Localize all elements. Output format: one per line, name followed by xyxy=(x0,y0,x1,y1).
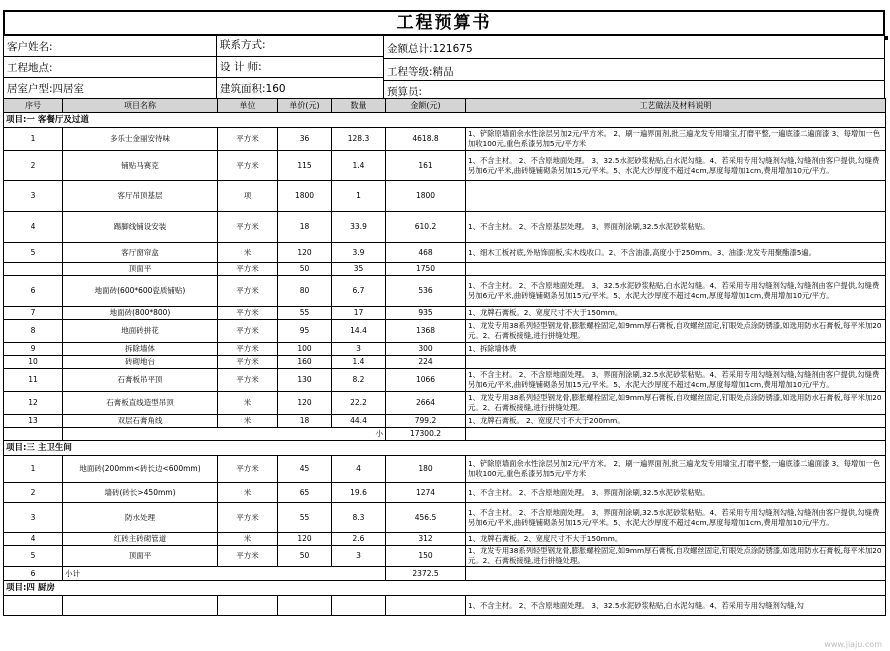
row-qty[interactable]: 4 xyxy=(332,456,386,483)
row-qty[interactable]: 1.4 xyxy=(332,151,386,181)
row-desc[interactable]: 1、龙牌石膏板。 2、宽度尺寸不大于200mm。 xyxy=(466,415,886,428)
info-row-line-2c xyxy=(383,80,884,81)
total-amount-label[interactable]: 金额总计:121675 xyxy=(387,43,473,55)
row-amount[interactable]: 312 xyxy=(386,533,466,546)
row-name[interactable]: 双层石膏角线 xyxy=(63,415,218,428)
row-qty[interactable]: 8.2 xyxy=(332,369,386,392)
row-unit[interactable]: 米 xyxy=(218,392,278,415)
subtotal-amount[interactable]: 2372.5 xyxy=(386,567,466,581)
row-price[interactable]: 45 xyxy=(278,456,332,483)
row-qty[interactable]: 2.6 xyxy=(332,533,386,546)
row-unit[interactable]: 平方米 xyxy=(218,356,278,369)
row-name[interactable]: 红砖主砖砌管道 xyxy=(63,533,218,546)
row-amount[interactable]: 4618.8 xyxy=(386,128,466,151)
row-name[interactable]: 地面砖(600*600瓷质铺贴) xyxy=(63,276,218,307)
subtotal-no[interactable]: 6 xyxy=(4,567,63,581)
section-title[interactable]: 项目:三 主卫生间 xyxy=(4,441,886,456)
row-no[interactable]: 7 xyxy=(4,307,63,320)
row-unit[interactable]: 平方米 xyxy=(218,546,278,567)
subtotal-label[interactable]: 小 xyxy=(63,428,386,441)
row-no[interactable]: 12 xyxy=(4,392,63,415)
row-unit[interactable]: 米 xyxy=(218,415,278,428)
row-price[interactable]: 18 xyxy=(278,212,332,243)
row-amount[interactable]: 610.2 xyxy=(386,212,466,243)
row-unit[interactable]: 平方米 xyxy=(218,503,278,533)
row-price[interactable]: 100 xyxy=(278,343,332,356)
row-qty[interactable]: 8.3 xyxy=(332,503,386,533)
row-unit[interactable]: 米 xyxy=(218,243,278,263)
table-row xyxy=(4,181,886,212)
row-qty[interactable]: 3 xyxy=(332,546,386,567)
row-price[interactable] xyxy=(278,596,332,616)
row-desc[interactable]: 1、龙牌石膏板。2、宽度尺寸不大于150mm。 xyxy=(466,307,886,320)
row-desc[interactable]: 1、铲除原墙面余水性涂层另加2元/平方米。 2、刷一遍界面剂,批三遍龙发专用墙宝,打磨平整,一遍底漆二遍面漆 3、每增加一色加收100元,重色系漆另加5元/平方米 xyxy=(466,456,886,483)
table-row xyxy=(4,320,886,343)
row-qty[interactable]: 44.4 xyxy=(332,415,386,428)
row-price[interactable]: 130 xyxy=(278,369,332,392)
row-amount[interactable]: 1750 xyxy=(386,263,466,276)
row-no[interactable]: 4 xyxy=(4,533,63,546)
row-amount[interactable]: 456.5 xyxy=(386,503,466,533)
row-price[interactable]: 160 xyxy=(278,356,332,369)
row-name[interactable]: 客厅吊顶基层 xyxy=(63,181,218,212)
row-desc[interactable]: 1、龙发专用38系列轻型钢龙骨,膨胀螺栓固定,如9mm厚石膏板,自攻螺丝固定,钉眼处点涂防锈漆,如选用防水石膏板,每平米加20元。2、石膏板接缝,进行拼缝处理。 xyxy=(466,392,886,415)
subtotal-label[interactable]: 小计 xyxy=(63,567,386,581)
row-no[interactable] xyxy=(4,263,63,276)
section-header xyxy=(4,113,886,128)
row-price[interactable]: 1800 xyxy=(278,181,332,212)
subtotal-desc[interactable] xyxy=(466,428,886,441)
table-row xyxy=(4,356,886,369)
row-no[interactable]: 2 xyxy=(4,151,63,181)
row-price[interactable]: 65 xyxy=(278,483,332,503)
row-no[interactable]: 1 xyxy=(4,456,63,483)
row-desc[interactable]: 1、不含主材。 2、不含原地面处理。 3、32.5水泥砂浆粘贴,白水泥勾缝。4、若采用专用勾缝剂勾缝,勾 xyxy=(466,596,886,616)
row-name[interactable]: 地面砖(800*800) xyxy=(63,307,218,320)
section-header xyxy=(4,581,886,596)
row-price[interactable]: 120 xyxy=(278,392,332,415)
table-row xyxy=(4,263,886,276)
row-name[interactable]: 顶面平 xyxy=(63,263,218,276)
layout-label[interactable]: 居室户型:四居室 xyxy=(7,83,85,95)
info-divider-2 xyxy=(383,36,384,98)
row-desc[interactable]: 1、不含主材。 2、不含原基层处理。 3、界面剂涂刷,32.5水泥砂浆粘贴。 xyxy=(466,212,886,243)
row-unit[interactable] xyxy=(218,596,278,616)
row-no[interactable] xyxy=(4,596,63,616)
watermark: www.jiaju.com xyxy=(824,640,882,649)
row-qty[interactable]: 17 xyxy=(332,307,386,320)
row-desc[interactable]: 1、细木工板衬底,外贴饰面板,实木线收口。2、不含油漆,高度小于250mm。3、油漆:龙发专用聚酯漆5遍。 xyxy=(466,243,886,263)
row-unit[interactable]: 项 xyxy=(218,181,278,212)
row-price[interactable]: 120 xyxy=(278,533,332,546)
col-header-qty: 数量 xyxy=(332,99,386,113)
row-qty[interactable]: 3 xyxy=(332,343,386,356)
table-row xyxy=(4,596,886,616)
contact-label[interactable]: 联系方式: xyxy=(220,39,266,51)
row-no[interactable]: 2 xyxy=(4,483,63,503)
row-no[interactable]: 1 xyxy=(4,128,63,151)
table-row xyxy=(4,369,886,392)
row-desc[interactable]: 1、龙发专用38系列轻型钢龙骨,膨胀螺栓固定,如9mm厚石膏板,自攻螺丝固定,钉眼处点涂防锈漆,如选用防水石膏板,每平米加20元。2、石膏板接缝,进行拼缝处理。 xyxy=(466,546,886,567)
row-no[interactable]: 5 xyxy=(4,546,63,567)
row-price[interactable]: 50 xyxy=(278,263,332,276)
row-amount[interactable]: 2664 xyxy=(386,392,466,415)
info-row-line-1b xyxy=(216,56,383,57)
row-qty[interactable]: 6.7 xyxy=(332,276,386,307)
row-amount[interactable]: 1368 xyxy=(386,320,466,343)
row-name[interactable]: 防水处理 xyxy=(63,503,218,533)
table-row xyxy=(4,392,886,415)
row-desc[interactable]: 1、不含主材。 2、不含原地面处理。 3、32.5水泥砂浆粘贴,白水泥勾缝。4、若采用专用勾缝剂勾缝,勾缝剂由客户提供,勾缝费另加6元/平米,曲砖缝铺砌条另加15元/平米。5、水泥大沙厚度不超过4cm,厚度每增加1cm,费用增加10元/平方。 xyxy=(466,276,886,307)
row-qty[interactable]: 3.9 xyxy=(332,243,386,263)
row-no[interactable]: 5 xyxy=(4,243,63,263)
row-no[interactable]: 11 xyxy=(4,369,63,392)
subtotal-amount[interactable]: 17300.2 xyxy=(386,428,466,441)
subtotal-row xyxy=(4,567,886,581)
row-unit[interactable]: 平方米 xyxy=(218,151,278,181)
row-qty[interactable]: 19.6 xyxy=(332,483,386,503)
row-unit[interactable]: 平方米 xyxy=(218,343,278,356)
table-row xyxy=(4,415,886,428)
row-qty[interactable]: 35 xyxy=(332,263,386,276)
row-no[interactable]: 10 xyxy=(4,356,63,369)
row-amount[interactable]: 1800 xyxy=(386,181,466,212)
row-desc[interactable]: 1、龙发专用38系列轻型钢龙骨,膨胀螺栓固定,如9mm厚石膏板,自攻螺丝固定,钉眼处点涂防锈漆,如选用防水石膏板,每平米加20元。2、石膏板接缝,进行拼缝处理。 xyxy=(466,320,886,343)
subtotal-desc[interactable] xyxy=(466,567,886,581)
row-name[interactable]: 砖砌地台 xyxy=(63,356,218,369)
row-desc[interactable]: 1、拆除墙体费 xyxy=(466,343,886,356)
row-no[interactable]: 4 xyxy=(4,212,63,243)
table-row xyxy=(4,276,886,307)
info-divider-1 xyxy=(216,36,217,98)
row-amount[interactable]: 799.2 xyxy=(386,415,466,428)
subtotal-no[interactable] xyxy=(4,428,63,441)
row-name[interactable]: 石膏板直线造型吊顶 xyxy=(63,392,218,415)
document-title: 工程预算书 xyxy=(3,10,885,36)
row-amount[interactable] xyxy=(386,596,466,616)
row-desc[interactable] xyxy=(466,356,886,369)
col-header-price: 单价(元) xyxy=(278,99,332,113)
row-unit[interactable]: 平方米 xyxy=(218,320,278,343)
row-desc[interactable]: 1、不含主材。 2、不含原地面处理。 3、32.5水泥砂浆粘贴,白水泥勾缝。4、若采用专用勾缝剂勾缝,勾缝剂由客户提供,勾缝费另加6元/平米,曲砖缝铺砌条另加15元/平米。5、水泥大沙厚度不超过4cm,厚度每增加1cm,费用增加10元/平方。 xyxy=(466,151,886,181)
table-row xyxy=(4,307,886,320)
row-price[interactable]: 36 xyxy=(278,128,332,151)
table-row xyxy=(4,151,886,181)
table-row xyxy=(4,483,886,503)
info-row-line-2 xyxy=(4,77,383,78)
row-unit[interactable]: 平方米 xyxy=(218,307,278,320)
row-price[interactable]: 50 xyxy=(278,546,332,567)
row-no[interactable]: 13 xyxy=(4,415,63,428)
row-unit[interactable]: 米 xyxy=(218,533,278,546)
row-name[interactable]: 地面砖(200mm<砖长边<600mm) xyxy=(63,456,218,483)
row-amount[interactable]: 300 xyxy=(386,343,466,356)
info-block xyxy=(3,36,885,98)
row-amount[interactable]: 1274 xyxy=(386,483,466,503)
site-label[interactable]: 工程地点: xyxy=(7,62,53,74)
row-name[interactable]: 客厅窗帘盒 xyxy=(63,243,218,263)
row-amount[interactable]: 935 xyxy=(386,307,466,320)
col-header-amount: 金额(元) xyxy=(386,99,466,113)
row-name[interactable]: 铺贴马赛克 xyxy=(63,151,218,181)
table-row xyxy=(4,243,886,263)
row-desc[interactable] xyxy=(466,181,886,212)
row-desc[interactable]: 1、不含主材。 2、不含原地面处理。 3、界面剂涂刷,32.5水泥砂浆粘贴。4、若采用专用勾缝剂勾缝,勾缝剂由客户提供,勾缝费另加6元/平米,曲砖缝铺砌条另加15元/平米。5、水泥大沙厚度不超过4cm,厚度每增加1cm,费用增加10元/平方。 xyxy=(466,369,886,392)
row-qty[interactable]: 22.2 xyxy=(332,392,386,415)
col-header-unit: 单位 xyxy=(218,99,278,113)
row-no[interactable]: 8 xyxy=(4,320,63,343)
table-row xyxy=(4,128,886,151)
row-price[interactable]: 80 xyxy=(278,276,332,307)
row-qty[interactable]: 33.9 xyxy=(332,212,386,243)
row-amount[interactable]: 180 xyxy=(386,456,466,483)
reviewer-label[interactable]: 预算员: xyxy=(387,86,423,98)
row-amount[interactable]: 1066 xyxy=(386,369,466,392)
row-name[interactable]: 多乐士金丽安待味 xyxy=(63,128,218,151)
row-unit[interactable]: 平方米 xyxy=(218,128,278,151)
row-name[interactable]: 石膏板吊平顶 xyxy=(63,369,218,392)
row-desc[interactable]: 1、不含主材。 2、不含原地面处理。 3、界面剂涂刷,32.5水泥砂浆粘贴。4、若采用专用勾缝剂勾缝,勾缝剂由客户提供,勾缝费另加6元/平米,曲砖缝铺砌条另加15元/平米。5、水泥大沙厚度不超过4cm,厚度每增加1cm,费用增加10元/平方。 xyxy=(466,503,886,533)
area-label[interactable]: 建筑面积:160 xyxy=(220,83,286,95)
section-title[interactable]: 项目:一 客餐厅及过道 xyxy=(4,113,886,128)
row-qty[interactable]: 128.3 xyxy=(332,128,386,151)
row-desc[interactable]: 1、铲除原墙面余水性涂层另加2元/平方米。 2、刷一遍界面剂,批三遍龙发专用墙宝,打磨平整,一遍底漆二遍面漆 3、每增加一色加收100元,重色系漆另加5元/平方米 xyxy=(466,128,886,151)
table-row xyxy=(4,546,886,567)
row-price[interactable]: 18 xyxy=(278,415,332,428)
table-row xyxy=(4,212,886,243)
row-desc[interactable]: 1、不含主材。 2、不含原地面处理。 3、界面剂涂刷,32.5水泥砂浆粘贴。 xyxy=(466,483,886,503)
row-amount[interactable]: 536 xyxy=(386,276,466,307)
row-unit[interactable]: 平方米 xyxy=(218,456,278,483)
section-title[interactable]: 项目:四 厨房 xyxy=(4,581,886,596)
subtotal-row xyxy=(4,428,886,441)
col-header-no: 序号 xyxy=(4,99,63,113)
section-header xyxy=(4,441,886,456)
row-no[interactable]: 6 xyxy=(4,276,63,307)
budget-table xyxy=(3,98,886,616)
row-price[interactable]: 95 xyxy=(278,320,332,343)
table-header-row xyxy=(4,99,886,113)
info-row-line-1c xyxy=(383,58,884,59)
row-price[interactable]: 115 xyxy=(278,151,332,181)
row-name[interactable]: 顶面平 xyxy=(63,546,218,567)
grade-label[interactable]: 工程等级:精品 xyxy=(387,66,454,78)
row-no[interactable]: 9 xyxy=(4,343,63,356)
row-name[interactable]: 拆除墙体 xyxy=(63,343,218,356)
table-row xyxy=(4,533,886,546)
table-row xyxy=(4,503,886,533)
row-price[interactable]: 120 xyxy=(278,243,332,263)
row-price[interactable]: 55 xyxy=(278,307,332,320)
row-amount[interactable]: 161 xyxy=(386,151,466,181)
row-qty[interactable] xyxy=(332,596,386,616)
row-name[interactable]: 踢脚线铺设安装 xyxy=(63,212,218,243)
row-amount[interactable]: 224 xyxy=(386,356,466,369)
row-unit[interactable]: 平方米 xyxy=(218,276,278,307)
row-amount[interactable]: 150 xyxy=(386,546,466,567)
table-row xyxy=(4,343,886,356)
row-unit[interactable]: 米 xyxy=(218,483,278,503)
row-qty[interactable]: 1 xyxy=(332,181,386,212)
row-price[interactable]: 55 xyxy=(278,503,332,533)
row-no[interactable]: 3 xyxy=(4,503,63,533)
row-no[interactable]: 3 xyxy=(4,181,63,212)
row-unit[interactable]: 平方米 xyxy=(218,263,278,276)
info-row-line-1 xyxy=(4,56,216,57)
row-qty[interactable]: 14.4 xyxy=(332,320,386,343)
row-name[interactable] xyxy=(63,596,218,616)
col-header-desc: 工艺做法及材料说明 xyxy=(466,99,886,113)
col-header-name: 项目名称 xyxy=(63,99,218,113)
row-desc[interactable]: 1、龙牌石膏板。2、宽度尺寸不大于150mm。 xyxy=(466,533,886,546)
row-desc[interactable] xyxy=(466,263,886,276)
row-unit[interactable]: 平方米 xyxy=(218,212,278,243)
customer-name-label[interactable]: 客户姓名: xyxy=(7,41,53,53)
row-amount[interactable]: 468 xyxy=(386,243,466,263)
row-name[interactable]: 地面砖拼花 xyxy=(63,320,218,343)
row-qty[interactable]: 1.4 xyxy=(332,356,386,369)
designer-label[interactable]: 设 计 师: xyxy=(220,61,262,73)
row-unit[interactable]: 平方米 xyxy=(218,369,278,392)
row-name[interactable]: 墙砖(砖长>450mm) xyxy=(63,483,218,503)
table-row xyxy=(4,456,886,483)
